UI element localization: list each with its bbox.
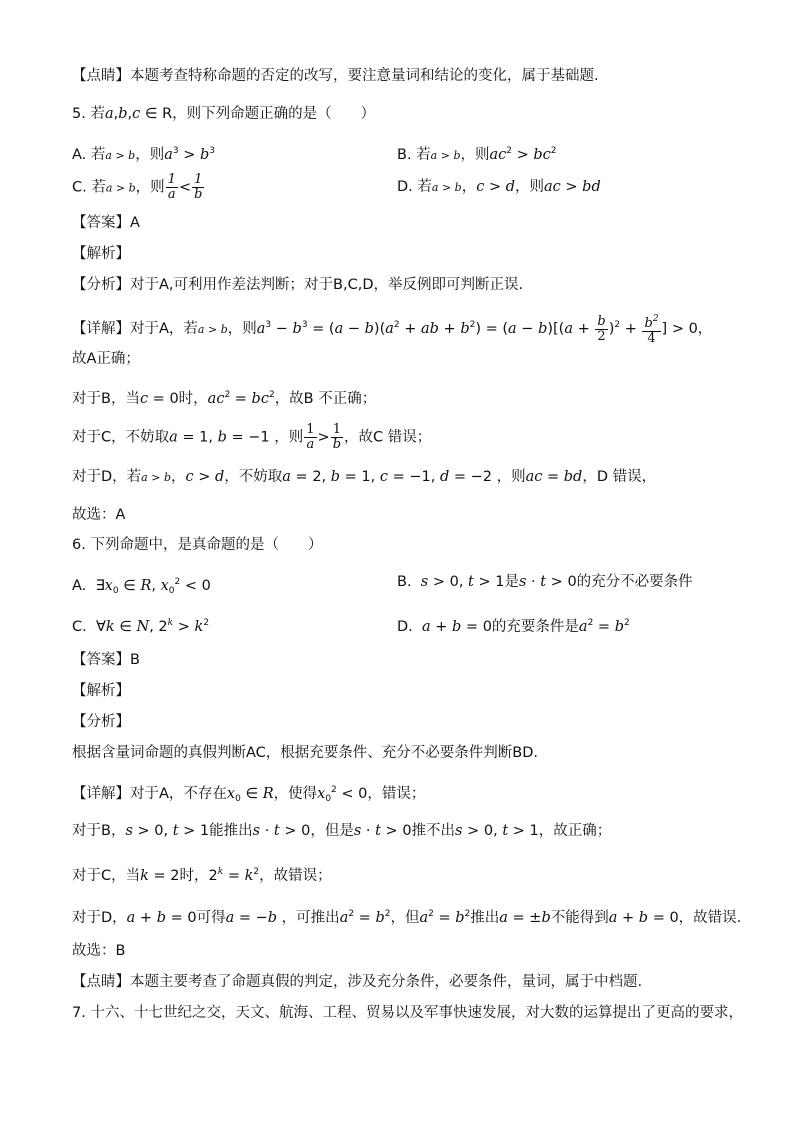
q6-option-d: D. a + b = 0的充要条件是$a^2 = b^2$	[397, 618, 630, 635]
key-point-note: 【点睛】本题考查特称命题的否定的改写，要注意量词和结论的变化，属于基础题.	[72, 68, 599, 84]
q6-option-b: B. s > 0, t > 1是s · t > 0的充分不必要条件	[397, 574, 693, 590]
q5-option-b: B. 若a > b，则$ac^2 > bc^2$	[397, 146, 557, 163]
detail-5-a-correct: 故A正确；	[72, 351, 140, 367]
analysis-5-heading: 【解析】	[72, 246, 130, 262]
question-5: 5. 若a,b,c ∈ R，则下列命题正确的是（ ）	[72, 106, 376, 122]
q5-option-a: A. 若a > b，则$a^3 > b^3$	[72, 146, 216, 163]
q6-option-a: A. $\exists x_0$ ∈ R, $x_0^2 < 0$	[72, 577, 211, 596]
answer-6: 【答案】B	[72, 652, 140, 668]
q5-option-d: D. 若a > b，c > d，则ac > bd	[397, 179, 601, 195]
analysis-5: 【分析】对于A,可利用作差法判断；对于B,C,D，举反例即可判断正误.	[72, 277, 524, 293]
q5-option-c: C. 若a > b，则 $\frac{1}{a}$ < $\frac{1}{b}$	[72, 172, 203, 202]
detail-5: 【详解】对于A，若a > b，则$a^3 - b^3 = (a - b)(a^2$ + ab + $b^2) = (a - b)[(a$ + $\frac{b}{2}$ )$^2$ + $\frac{b^2}{4}$ ] > 0，	[72, 313, 713, 346]
answer-5: 【答案】A	[72, 215, 140, 231]
key-point-6: 【点睛】本题主要考查了命题真假的判定，涉及充分条件，必要条件，量词，属于中档题.	[72, 974, 643, 990]
selection-5: 故选：A	[72, 507, 126, 523]
detail-6: 【详解】对于A，不存在$x_0$ ∈ R，使得$x_0^2 < 0$，错误；	[72, 785, 426, 804]
detail-6-c: 对于C，当k = 2时，$2^k = k^2$，故错误；	[72, 867, 332, 884]
question-6: 6. 下列命题中，是真命题的是（ ）	[72, 537, 323, 553]
analysis-6-heading: 【解析】	[72, 683, 130, 699]
analysis-6: 【分析】	[72, 714, 130, 730]
detail-5-d: 对于D，若a > b，c > d，不妨取a = 2, b = 1, c = −1, d = −2 ，则ac = bd，D 错误，	[72, 469, 657, 485]
question-7: 7. 十六、十七世纪之交，天文、航海、工程、贸易以及军事快速发展，对大数的运算提出了更高的要求，	[72, 1005, 743, 1021]
selection-6: 故选：B	[72, 943, 126, 959]
detail-5-b: 对于B，当c = 0时，$ac^2 = bc^2$，故B 不正确；	[72, 390, 377, 407]
detail-5-c: 对于C，不妨取a = 1, b = −1 ，则 $\frac{1}{a}$ > $\frac{1}{b}$ ，故C 错误；	[72, 422, 432, 452]
detail-6-d: 对于D，a + b = 0可得a = −b ，可推出$a^2 = b^2$，但$a^2 = b^2$推出a = ±b不能得到a + b = 0，故错误.	[72, 909, 742, 926]
analysis-6-text: 根据含量词命题的真假判断AC，根据充要条件、充分不必要条件判断BD.	[72, 745, 539, 761]
detail-6-b: 对于B，s > 0, t > 1能推出s · t > 0，但是s · t > 0推不出s > 0, t > 1，故正确；	[72, 823, 612, 839]
q6-option-c: C. ∀k ∈ N, $2^k > k^2$	[72, 618, 210, 635]
